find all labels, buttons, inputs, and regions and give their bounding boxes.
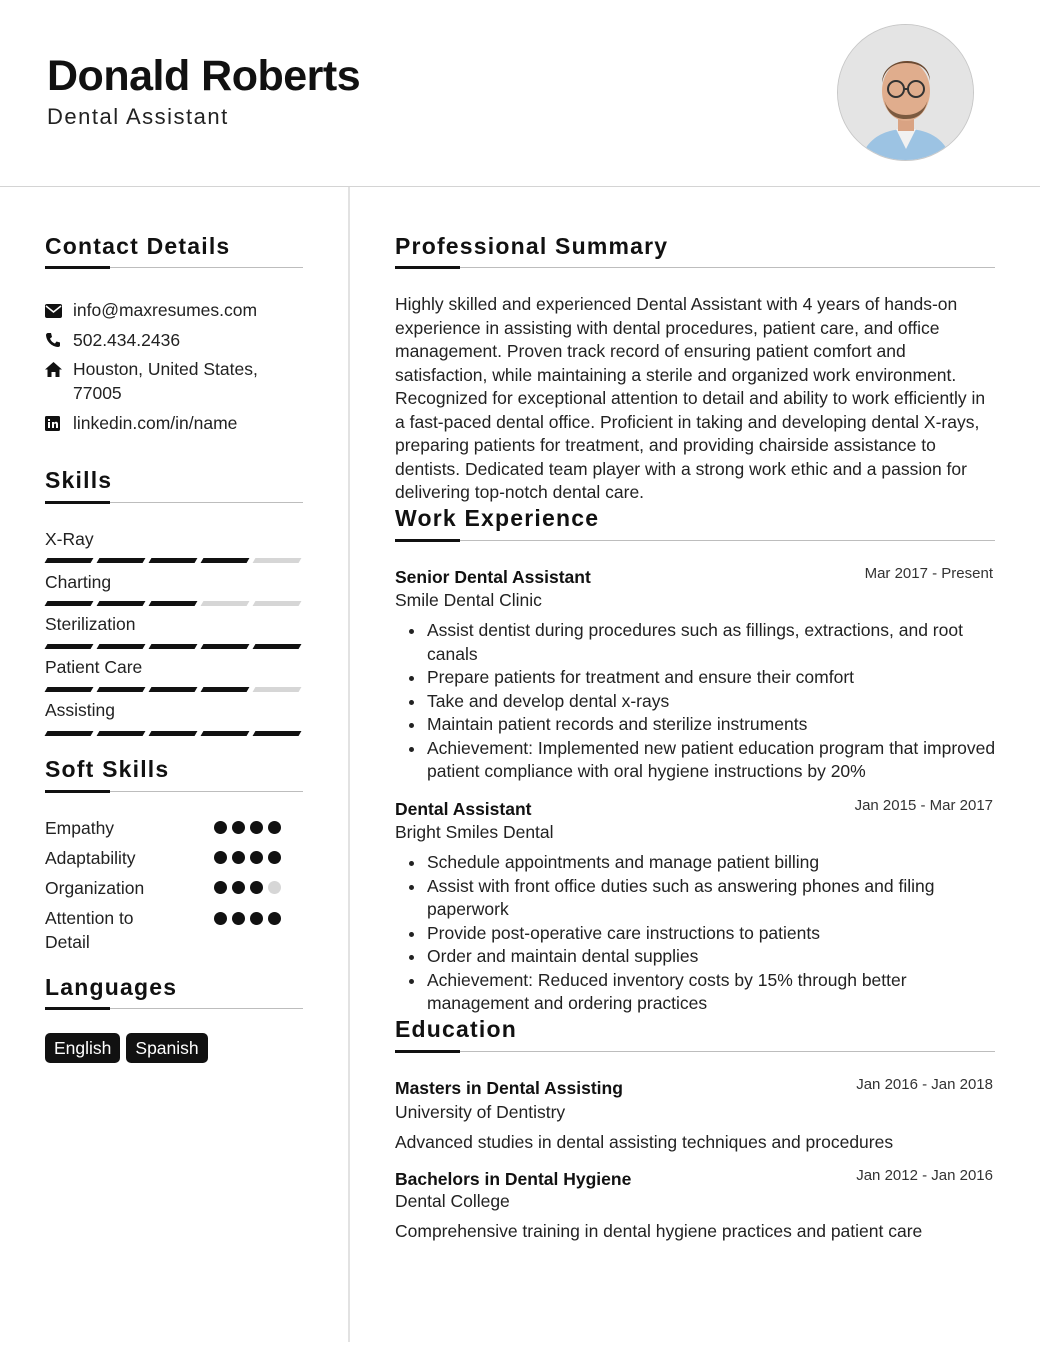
job-bullet: Schedule appointments and manage patient billing bbox=[427, 851, 1002, 875]
job-bullet: Achievement: Implemented new patient education program that improved patient compliance with oral hygiene instructions by 20% bbox=[427, 737, 1002, 784]
education-description: Comprehensive training in dental hygiene practices and patient care bbox=[395, 1221, 923, 1241]
job-bullet: Assist with front office duties such as answering phones and filing paperwork bbox=[427, 875, 1002, 922]
skills-heading: Skills bbox=[45, 467, 113, 493]
contact-rule bbox=[45, 267, 303, 268]
skill-bar-segment bbox=[253, 731, 302, 736]
skill-bar-segment bbox=[45, 644, 94, 649]
person-photo-icon bbox=[838, 25, 974, 161]
job-title: Dental Assistant bbox=[395, 799, 532, 819]
skill-bar-segment bbox=[97, 558, 146, 563]
soft-skills-rule bbox=[45, 791, 303, 792]
contact-address-text: Houston, United States, 77005 bbox=[73, 359, 258, 403]
soft-skills-heading: Soft Skills bbox=[45, 756, 170, 782]
skill-bar-segment bbox=[201, 644, 250, 649]
job-company: Smile Dental Clinic bbox=[395, 590, 542, 610]
experience-heading: Work Experience bbox=[395, 505, 600, 531]
soft-skill-label: Adaptability bbox=[45, 848, 136, 868]
languages-rule bbox=[45, 1008, 303, 1009]
job-bullet: Provide post-operative care instructions to patients bbox=[427, 922, 1002, 946]
skill-label: Patient Care bbox=[45, 657, 143, 677]
job-bullet: Prepare patients for treatment and ensure their comfort bbox=[427, 666, 1002, 690]
job-title: Senior Dental Assistant bbox=[395, 567, 591, 587]
skill-label: X-Ray bbox=[45, 529, 94, 549]
soft-skill-dot bbox=[268, 851, 281, 864]
skill-bar-segment bbox=[149, 601, 198, 606]
skill-meter bbox=[46, 601, 300, 606]
skill-bar-segment bbox=[253, 687, 302, 692]
avatar bbox=[837, 24, 974, 161]
home-icon bbox=[45, 357, 73, 405]
degree-title: Bachelors in Dental Hygiene bbox=[395, 1169, 632, 1189]
school-name: Dental College bbox=[395, 1191, 510, 1211]
skill-meter bbox=[46, 644, 300, 649]
contact-phone-text: 502.434.2436 bbox=[73, 330, 181, 350]
soft-skill-dot bbox=[232, 821, 245, 834]
skill-label: Sterilization bbox=[45, 614, 136, 634]
linkedin-icon bbox=[45, 411, 73, 437]
degree-title: Masters in Dental Assisting bbox=[395, 1078, 623, 1098]
education-heading: Education bbox=[395, 1016, 517, 1042]
job-dates: Mar 2017 - Present bbox=[864, 565, 993, 582]
candidate-title: Dental Assistant bbox=[47, 104, 229, 129]
job-bullet: Achievement: Reduced inventory costs by 15% through better management and ordering practices bbox=[427, 969, 1002, 1016]
resume-header bbox=[0, 0, 1040, 187]
job-bullet: Order and maintain dental supplies bbox=[427, 945, 1002, 969]
candidate-name: Donald Roberts bbox=[47, 52, 361, 100]
contact-phone[interactable] bbox=[45, 328, 273, 354]
language-pill: Spanish bbox=[126, 1033, 207, 1063]
soft-skill-meter bbox=[214, 881, 281, 894]
soft-skill-dot bbox=[214, 912, 227, 925]
soft-skill-label: Empathy bbox=[45, 818, 115, 838]
skill-meter bbox=[46, 558, 300, 563]
contact-linkedin[interactable] bbox=[45, 411, 273, 437]
skill-bar-segment bbox=[97, 644, 146, 649]
soft-skill-dot bbox=[214, 881, 227, 894]
soft-skill-dot bbox=[232, 851, 245, 864]
soft-skill-dot bbox=[214, 851, 227, 864]
language-pill: English bbox=[45, 1033, 120, 1063]
job-company: Bright Smiles Dental bbox=[395, 822, 554, 842]
skill-bar-segment bbox=[97, 601, 146, 606]
contact-address bbox=[45, 357, 273, 405]
phone-icon bbox=[45, 328, 73, 354]
skills-rule bbox=[45, 502, 303, 503]
skill-bar-segment bbox=[149, 731, 198, 736]
languages-heading: Languages bbox=[45, 974, 178, 1000]
skill-bar-segment bbox=[201, 687, 250, 692]
skill-bar-segment bbox=[201, 731, 250, 736]
soft-skill-dot bbox=[250, 851, 263, 864]
soft-skill-dot bbox=[250, 821, 263, 834]
contact-email-text: info@maxresumes.com bbox=[73, 300, 258, 320]
job-bullets bbox=[427, 851, 1002, 1016]
skill-bar-segment bbox=[149, 644, 198, 649]
job-bullet: Maintain patient records and sterilize instruments bbox=[427, 713, 1002, 737]
education-description: Advanced studies in dental assisting techniques and procedures bbox=[395, 1132, 894, 1152]
soft-skill-label: Organization bbox=[45, 878, 145, 898]
education-dates: Jan 2016 - Jan 2018 bbox=[856, 1076, 993, 1093]
soft-skill-dot bbox=[268, 821, 281, 834]
skill-label: Assisting bbox=[45, 700, 116, 720]
summary-rule bbox=[395, 267, 995, 268]
experience-rule bbox=[395, 540, 995, 541]
skill-bar-segment bbox=[201, 601, 250, 606]
skill-meter bbox=[46, 731, 300, 736]
skill-bar-segment bbox=[45, 558, 94, 563]
job-bullet: Take and develop dental x-rays bbox=[427, 690, 1002, 714]
envelope-icon bbox=[45, 298, 73, 324]
soft-skill-dot bbox=[268, 912, 281, 925]
education-dates: Jan 2012 - Jan 2016 bbox=[856, 1167, 993, 1184]
skill-bar-segment bbox=[149, 558, 198, 563]
summary-heading: Professional Summary bbox=[395, 233, 669, 259]
job-bullet: Assist dentist during procedures such as fillings, extractions, and root canals bbox=[427, 619, 1002, 666]
skill-meter bbox=[46, 687, 300, 692]
contact-heading: Contact Details bbox=[45, 233, 231, 259]
soft-skill-dot bbox=[268, 881, 281, 894]
skill-bar-segment bbox=[149, 687, 198, 692]
soft-skill-dot bbox=[250, 912, 263, 925]
column-divider bbox=[348, 187, 350, 1342]
skill-bar-segment bbox=[253, 644, 302, 649]
summary-text: Highly skilled and experienced Dental Assistant with 4 years of hands-on experience in assisting with dental procedures, patient care, and office management. Proven track record of ensuring patient comfort and satisfaction, while maintaining a sterile and organized work environment. Recognized for exceptional attention to detail and ability to work efficiently in a fast-paced dental office. Proficient in taking and developing dental X-rays, preparing patients for treatment, and providing chairside assistance to dentists. Dedicated team player with a strong work ethic and a passion for delivering top-notch dental care. bbox=[395, 294, 986, 502]
skill-bar-segment bbox=[97, 731, 146, 736]
soft-skill-dot bbox=[250, 881, 263, 894]
skill-bar-segment bbox=[201, 558, 250, 563]
education-rule bbox=[395, 1051, 995, 1052]
soft-skill-label: Attention to Detail bbox=[45, 908, 134, 952]
soft-skill-dot bbox=[232, 881, 245, 894]
skill-bar-segment bbox=[97, 687, 146, 692]
soft-skill-meter bbox=[214, 912, 281, 925]
soft-skill-meter bbox=[214, 851, 281, 864]
skill-bar-segment bbox=[253, 558, 302, 563]
soft-skill-dot bbox=[232, 912, 245, 925]
skill-bar-segment bbox=[45, 687, 94, 692]
job-bullets bbox=[427, 619, 1002, 784]
skill-bar-segment bbox=[45, 601, 94, 606]
job-dates: Jan 2015 - Mar 2017 bbox=[854, 797, 993, 814]
school-name: University of Dentistry bbox=[395, 1102, 566, 1122]
contact-email[interactable] bbox=[45, 298, 273, 324]
skill-bar-segment bbox=[253, 601, 302, 606]
contact-linkedin-text: linkedin.com/in/name bbox=[73, 413, 238, 433]
skill-bar-segment bbox=[45, 731, 94, 736]
soft-skill-meter bbox=[214, 821, 281, 834]
soft-skill-dot bbox=[214, 821, 227, 834]
language-list bbox=[45, 1033, 208, 1063]
skill-label: Charting bbox=[45, 572, 112, 592]
